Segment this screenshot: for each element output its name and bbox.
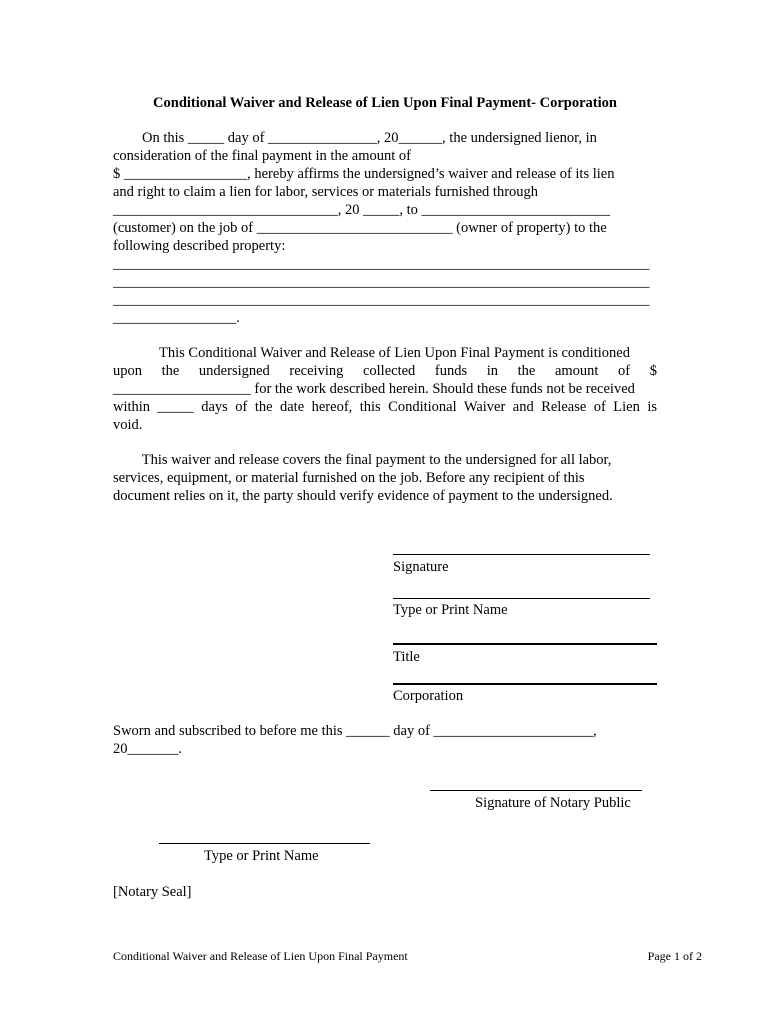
para1-line2: consideration of the final payment in the amount of [113, 148, 411, 164]
notary-signature-line [430, 790, 642, 791]
property-description-line-1: __________________________________________________________________________ [113, 256, 650, 272]
para1-line6: (customer) on the job of ___________________________ (owner of property) to the [113, 220, 607, 236]
title-line [393, 643, 657, 645]
print-name-label: Type or Print Name [393, 602, 508, 618]
notary-signature-label: Signature of Notary Public [475, 795, 631, 811]
para2-line3: ___________________ for the work described herein. Should these funds not be received [113, 381, 635, 397]
footer-document-name: Conditional Waiver and Release of Lien Upon Final Payment [113, 949, 408, 963]
para2-line1: This Conditional Waiver and Release of Lien Upon Final Payment is conditioned [159, 345, 630, 361]
property-description-line-3: __________________________________________________________________________ [113, 292, 650, 308]
para1-line4: and right to claim a lien for labor, services or materials furnished through [113, 184, 539, 200]
property-description-line-2: __________________________________________________________________________ [113, 274, 650, 290]
para1-line3: $ _________________, hereby affirms the undersigned’s waiver and release of its lien [113, 166, 615, 182]
signature-label: Signature [393, 559, 449, 575]
sworn-line-1: Sworn and subscribed to before me this ______ day of ______________________, [113, 723, 597, 739]
para1-line5: _______________________________, 20 _____, to __________________________ [113, 202, 611, 218]
signature-line [393, 554, 650, 555]
property-description-line-4: _________________. [113, 310, 240, 326]
para3-line3: document relies on it, the party should verify evidence of payment to the undersigned. [113, 488, 613, 504]
notary-seal-label: [Notary Seal] [113, 884, 192, 900]
print-name-line [393, 598, 650, 599]
para1-line1: On this _____ day of _______________, 20______, the undersigned lienor, in [113, 130, 597, 146]
notary-print-name-label: Type or Print Name [204, 848, 319, 864]
title-label: Title [393, 649, 420, 665]
document-title: Conditional Waiver and Release of Lien Upon Final Payment- Corporation [153, 95, 617, 111]
para2-line2: upon the undersigned receiving collected funds in the amount of $ [113, 363, 657, 379]
footer-page-number: Page 1 of 2 [647, 949, 702, 963]
corporation-label: Corporation [393, 688, 464, 704]
notary-print-name-line [159, 843, 370, 844]
para3-line1: This waiver and release covers the final payment to the undersigned for all labor, [113, 452, 612, 468]
para2-line4: within _____ days of the date hereof, this Conditional Waiver and Release of Lien is [113, 399, 657, 415]
para2-line5: void. [113, 417, 143, 433]
sworn-line-2: 20_______. [113, 741, 182, 757]
para3-line2: services, equipment, or material furnished on the job. Before any recipient of this [113, 470, 585, 486]
para1-line7: following described property: [113, 238, 286, 254]
corporation-line [393, 683, 657, 685]
